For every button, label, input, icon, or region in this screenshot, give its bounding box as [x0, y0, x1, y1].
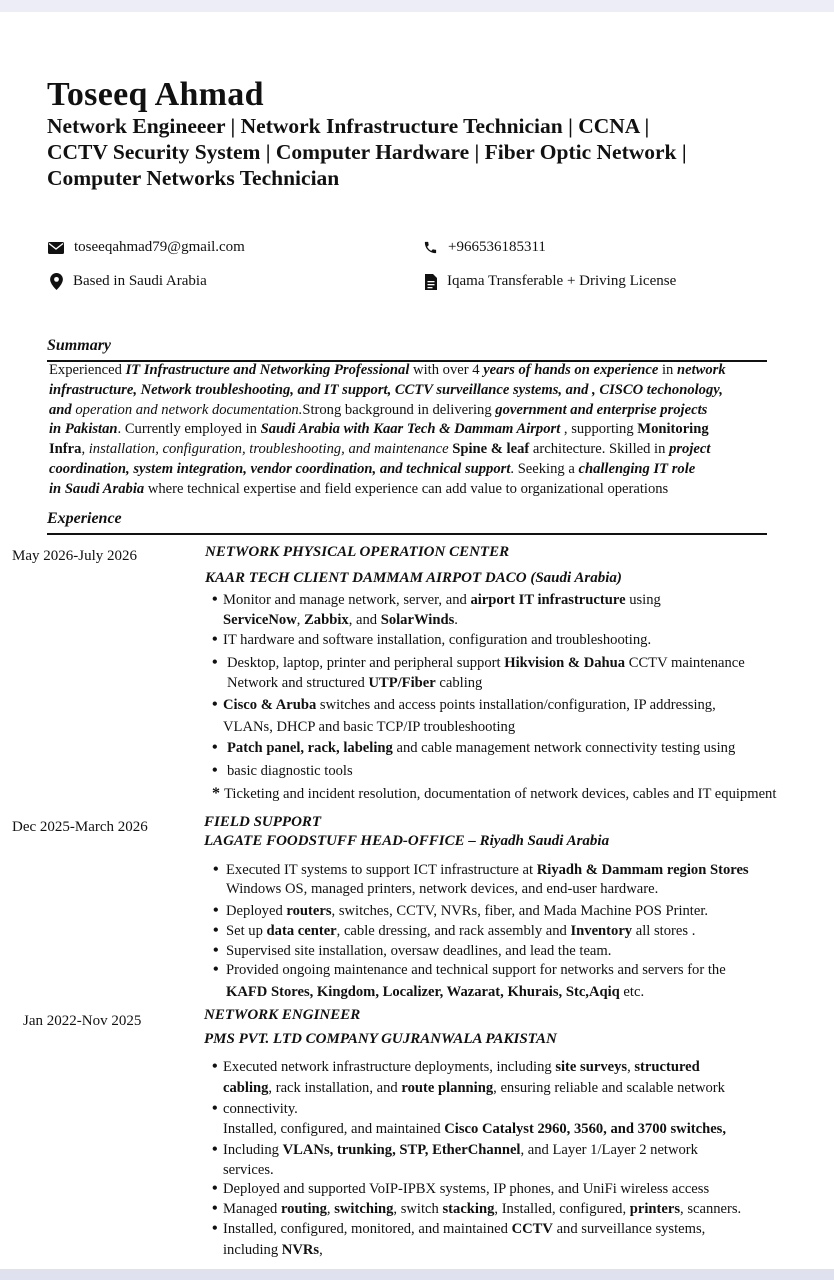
text-segment: CCTV maintenance	[625, 655, 745, 671]
text-segment: network	[676, 362, 726, 378]
text-segment: in Pakistan	[49, 421, 118, 438]
job-detail-line	[223, 1242, 323, 1259]
job-detail-line	[226, 962, 726, 979]
text-segment: Inventory	[570, 923, 633, 939]
bullet-icon: •	[212, 696, 218, 713]
job-detail-line	[226, 943, 611, 960]
text-segment: Set up	[226, 923, 267, 939]
summary-heading: Summary	[47, 337, 112, 354]
text-segment: Supervised site installation, oversaw deadlines, and lead the team.	[226, 943, 612, 959]
job-detail-line	[226, 903, 708, 920]
job-detail-line	[223, 632, 651, 649]
job-detail-line	[223, 1080, 725, 1097]
text-segment: Managed	[223, 1201, 281, 1217]
text-segment: , rack installation, and	[268, 1080, 402, 1096]
text-segment: and cable management network connectivity testing using	[392, 740, 736, 756]
text-segment: SolarWinds	[380, 612, 455, 628]
job-detail-line	[226, 881, 658, 898]
phone-text: +966536185311	[448, 239, 546, 255]
bullet-icon: •	[212, 739, 218, 756]
text-segment: Hikvision & Dahua	[504, 655, 626, 671]
text-segment: ,	[319, 1242, 323, 1258]
summary-line	[49, 420, 789, 440]
text-segment: years of hands on experience	[483, 362, 659, 378]
job-company: PMS PVT. LTD COMPANY GUJRANWALA PAKISTAN	[204, 1031, 557, 1047]
text-segment: Spine & leaf	[452, 441, 530, 458]
text-segment: , Installed, configured,	[494, 1201, 630, 1217]
job-detail-line	[223, 1201, 741, 1218]
summary-line	[49, 480, 789, 500]
text-segment: , and Layer 1/Layer 2 network	[520, 1142, 698, 1158]
location-pin-icon	[50, 273, 63, 290]
text-segment: switches and access points installation/configuration, IP addressing,	[316, 697, 716, 713]
text-segment: Zabbix	[304, 612, 349, 628]
job-detail-line	[226, 923, 695, 940]
job-detail-line	[227, 675, 482, 692]
text-segment: challenging IT role	[578, 460, 696, 477]
bullet-icon: *	[212, 785, 220, 802]
text-segment: in Saudi Arabia	[49, 480, 145, 497]
phone-icon	[423, 240, 438, 255]
text-segment: . Currently employed in	[117, 421, 261, 438]
job-detail-line	[227, 763, 353, 780]
text-segment: government and enterprise projects	[495, 401, 708, 418]
text-segment: etc.	[619, 984, 645, 1000]
text-segment: routing	[280, 1201, 327, 1217]
text-segment: ServiceNow	[223, 612, 297, 628]
bullet-icon: •	[212, 591, 218, 608]
text-segment: cabling	[223, 1080, 269, 1096]
bullet-icon: •	[212, 1180, 218, 1197]
text-segment: Infra	[49, 441, 82, 458]
text-segment: routers	[286, 903, 332, 919]
text-segment: , switches, CCTV, NVRs, fiber, and Mada Machine POS Printer.	[331, 903, 709, 919]
text-segment: VLANs, DHCP and basic TCP/IP troubleshooting	[223, 719, 516, 735]
text-segment: Riyadh & Dammam region Stores	[536, 862, 749, 878]
bullet-icon: •	[212, 1100, 218, 1117]
bullet-icon: •	[212, 631, 218, 648]
text-segment: Cisco Catalyst 2960, 3560, and 3700 switches,	[444, 1121, 727, 1137]
text-segment: project	[669, 441, 711, 458]
text-segment: Executed network infrastructure deployments, including	[223, 1059, 556, 1075]
job-detail-line	[226, 862, 749, 879]
summary-line	[49, 381, 789, 401]
text-segment: printers	[629, 1201, 681, 1217]
bullet-icon: •	[213, 902, 219, 919]
text-segment: in	[658, 362, 677, 378]
text-segment: installation, configuration, troubleshooting, and maintenance	[88, 441, 449, 458]
text-segment: where technical expertise and field experience can add value to organizational operations	[144, 480, 669, 497]
text-segment: ,	[627, 1059, 635, 1075]
text-segment: Cisco & Aruba	[223, 697, 317, 713]
text-segment: data center	[266, 923, 337, 939]
text-segment: architecture. Skilled in	[529, 441, 670, 458]
bullet-icon: •	[213, 922, 219, 939]
text-segment: Patch panel, rack, labeling	[227, 740, 393, 756]
text-segment: KAFD Stores, Kingdom, Localizer, Wazarat, Khurais, Stc,Aqiq	[226, 984, 620, 1000]
summary-line	[49, 460, 789, 480]
job-detail-line	[223, 592, 661, 609]
bullet-icon: •	[212, 1141, 218, 1158]
email-contact[interactable]	[48, 239, 245, 256]
summary-line	[49, 401, 789, 421]
job-detail-line	[223, 1181, 709, 1198]
text-segment: site surveys	[555, 1059, 628, 1075]
text-segment: Saudi Arabia with Kaar Tech & Dammam Airport	[260, 421, 561, 438]
text-segment: services.	[223, 1162, 274, 1178]
summary-line	[49, 440, 789, 460]
text-segment: all stores .	[632, 923, 696, 939]
text-segment: Installed, configured, and maintained	[223, 1121, 445, 1137]
text-segment: cabling	[435, 675, 483, 691]
text-segment: Installed, configured, monitored, and maintained	[223, 1221, 512, 1237]
job-detail-line	[223, 697, 716, 714]
text-segment: operation and network documentation.	[75, 401, 303, 418]
headline-line: Network Engineeer | Network Infrastructure Technician | CCNA |	[47, 114, 650, 138]
job-title: NETWORK ENGINEER	[204, 1007, 361, 1023]
bullet-icon: •	[212, 1200, 218, 1217]
text-segment: , and	[348, 612, 381, 628]
job-detail-line	[223, 1059, 700, 1076]
text-segment: Monitoring	[637, 421, 709, 438]
text-segment: Executed IT systems to support ICT infrastructure at	[226, 862, 537, 878]
bullet-icon: •	[213, 961, 219, 978]
candidate-name: Toseeq Ahmad	[47, 76, 264, 113]
text-segment: basic diagnostic tools	[227, 763, 353, 779]
text-segment: with over 4	[409, 362, 484, 378]
text-segment: infrastructure, Network troubleshooting, and IT support, CCTV surveillance systems, and , CISCO techonology,	[49, 381, 723, 398]
text-segment: UTP/Fiber	[368, 675, 436, 691]
text-segment: Desktop, laptop, printer and peripheral support	[227, 655, 505, 671]
text-segment: .	[454, 612, 458, 628]
text-segment: Deployed	[226, 903, 287, 919]
text-segment: ,	[81, 441, 89, 458]
job-detail-line	[223, 612, 458, 629]
text-segment: Including	[223, 1142, 283, 1158]
status-text: Iqama Transferable + Driving License	[447, 273, 677, 289]
summary-text	[49, 361, 789, 500]
text-segment: Windows OS, managed printers, network devices, and end-user hardware.	[226, 881, 659, 897]
job-detail-line	[227, 740, 735, 757]
text-segment: IT Infrastructure and Networking Professional	[125, 362, 410, 378]
job-detail-line	[223, 1162, 274, 1179]
job-company: KAAR TECH CLIENT DAMMAM AIRPOT DACO (Saudi Arabia)	[205, 570, 622, 586]
text-segment: Experienced	[49, 362, 126, 378]
text-segment: Network and structured	[227, 675, 369, 691]
text-segment: VLANs, trunking, STP, EtherChannel	[282, 1142, 521, 1158]
text-segment: Ticketing and incident resolution, documentation of network devices, cables and IT equipment	[224, 786, 777, 802]
job-dates: Dec 2025-March 2026	[12, 819, 148, 835]
bullet-icon: •	[213, 861, 219, 878]
job-detail-line	[223, 1221, 705, 1238]
mail-icon	[48, 242, 64, 254]
status-contact	[425, 273, 676, 290]
headline-line: CCTV Security System | Computer Hardware | Fiber Optic Network |	[47, 140, 687, 164]
text-segment: connectivity.	[223, 1101, 298, 1117]
text-segment: including	[223, 1242, 282, 1258]
text-segment: , switch	[393, 1201, 443, 1217]
bullet-icon: •	[212, 1220, 218, 1237]
job-detail-line	[223, 1121, 726, 1138]
text-segment: coordination, system integration, vendor coordination, and technical support	[49, 460, 511, 477]
experience-heading: Experience	[47, 510, 122, 527]
text-segment: , ensuring reliable and scalable network	[493, 1080, 725, 1096]
text-segment: IT hardware and software installation, configuration and troubleshooting.	[223, 632, 652, 648]
text-segment: switching	[334, 1201, 394, 1217]
text-segment: Strong background in delivering	[302, 401, 496, 418]
text-segment: and surveillance systems,	[552, 1221, 706, 1237]
job-dates: Jan 2022-Nov 2025	[23, 1013, 142, 1029]
text-segment: ,	[326, 1201, 335, 1217]
bottom-bar	[0, 1269, 834, 1280]
summary-line	[49, 361, 789, 381]
bullet-icon: •	[213, 942, 219, 959]
text-segment: route planning	[401, 1080, 494, 1096]
job-dates: May 2026-July 2026	[12, 548, 137, 564]
text-segment: CCTV	[511, 1221, 553, 1237]
job-detail-line	[227, 655, 745, 672]
text-segment: stacking	[442, 1201, 495, 1217]
job-company: LAGATE FOODSTUFF HEAD-OFFICE – Riyadh Saudi Arabia	[204, 833, 610, 849]
text-segment: airport IT infrastructure	[470, 592, 626, 608]
job-detail-line	[223, 1142, 698, 1159]
bullet-icon: •	[212, 654, 218, 671]
bullet-icon: •	[212, 762, 218, 779]
job-detail-line	[224, 786, 776, 803]
document-icon	[425, 274, 437, 290]
location-contact	[50, 273, 207, 290]
bullet-icon: •	[212, 1058, 218, 1075]
top-bar	[0, 0, 834, 12]
text-segment: Monitor and manage network, server, and	[223, 592, 471, 608]
text-segment: Provided ongoing maintenance and technical support for networks and servers for the	[226, 962, 726, 978]
text-segment: and	[49, 401, 76, 418]
job-detail-line	[226, 984, 644, 1001]
text-segment: , supporting	[560, 421, 638, 438]
text-segment: ,	[296, 612, 305, 628]
job-detail-line	[223, 719, 515, 736]
text-segment: structured	[634, 1059, 700, 1075]
job-detail-line	[223, 1101, 298, 1118]
job-title: NETWORK PHYSICAL OPERATION CENTER	[205, 544, 510, 560]
text-segment: , scanners.	[680, 1201, 742, 1217]
location-text: Based in Saudi Arabia	[73, 273, 207, 289]
text-segment: . Seeking a	[510, 460, 579, 477]
phone-contact[interactable]	[423, 239, 546, 256]
headline-line: Computer Networks Technician	[47, 166, 340, 190]
email-text: toseeqahmad79@gmail.com	[74, 239, 245, 255]
text-segment: Deployed and supported VoIP-IPBX systems, IP phones, and UniFi wireless access	[223, 1181, 710, 1197]
job-title: FIELD SUPPORT	[204, 814, 322, 830]
text-segment: NVRs	[281, 1242, 320, 1258]
text-segment: , cable dressing, and rack assembly and	[336, 923, 571, 939]
text-segment: using	[625, 592, 661, 608]
experience-rule	[47, 533, 767, 535]
